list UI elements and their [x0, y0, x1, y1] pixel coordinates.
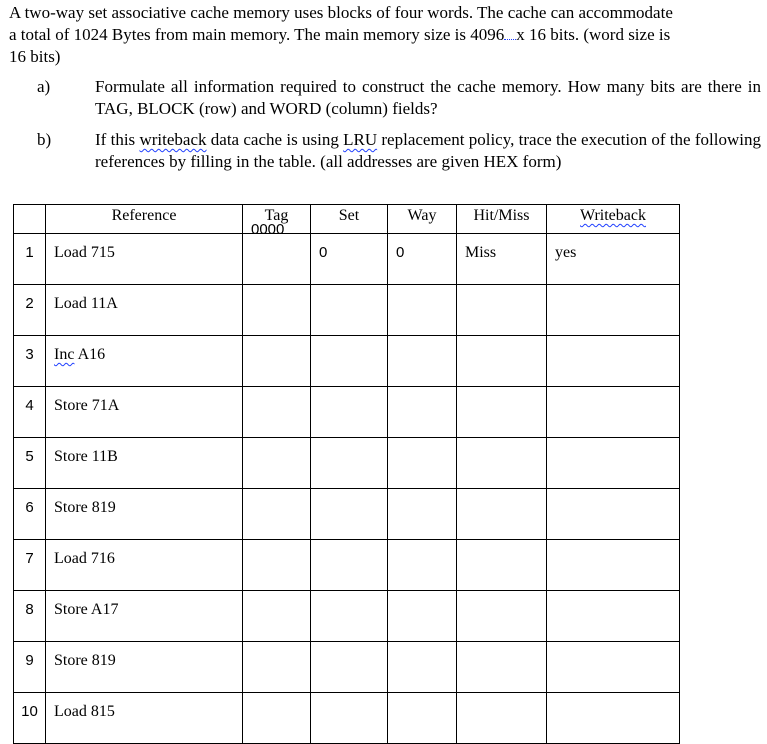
row-set[interactable]	[311, 285, 388, 336]
tag-value: 0000	[251, 221, 285, 238]
row-writeback[interactable]: yes	[547, 234, 680, 285]
row-number: 6	[14, 489, 46, 540]
row-reference: Store 11B	[46, 438, 243, 489]
row-number: 10	[14, 693, 46, 744]
row-hitmiss[interactable]: Miss	[457, 234, 547, 285]
intro-line-3: 16 bits)	[9, 47, 61, 66]
spellcheck-word: LRU	[343, 130, 378, 149]
row-tag[interactable]	[243, 438, 311, 489]
row-reference-addr: A16	[77, 346, 106, 363]
row-writeback[interactable]	[547, 540, 680, 591]
row-reference: Load 815	[46, 693, 243, 744]
row-way[interactable]	[388, 387, 457, 438]
question-a-label: a)	[37, 77, 51, 96]
table-row	[14, 642, 680, 693]
row-set[interactable]	[311, 642, 388, 693]
row-hitmiss[interactable]	[457, 693, 547, 744]
row-number: 1	[14, 234, 46, 285]
row-number: 3	[14, 336, 46, 387]
row-way[interactable]	[388, 540, 457, 591]
intro-line-2-start: a total of 1024 Bytes from main memory. The main memory size is 4096	[9, 25, 505, 44]
row-set[interactable]: 0	[311, 234, 388, 285]
table-header-row	[14, 205, 680, 234]
row-tag[interactable]	[243, 540, 311, 591]
spacing-mark	[504, 25, 516, 40]
question-b-text-part: replacement policy, trace the execution of the following references by filling in the table. (all addresses are given HEX form)	[95, 130, 761, 171]
row-reference: Load 11A	[46, 285, 243, 336]
row-reference: Store A17	[46, 591, 243, 642]
table-row	[14, 234, 680, 285]
row-reference: Store 71A	[46, 387, 243, 438]
row-way[interactable]	[388, 642, 457, 693]
row-hitmiss[interactable]	[457, 591, 547, 642]
row-writeback[interactable]	[547, 693, 680, 744]
question-a-text: Formulate all information required to construct the cache memory. How many bits are there in TAG, BLOCK (row) and WORD (column) fields?	[95, 77, 761, 118]
table-row	[14, 387, 680, 438]
row-tag[interactable]	[243, 336, 311, 387]
row-reference: Load 716	[46, 540, 243, 591]
row-tag[interactable]	[243, 285, 311, 336]
row-hitmiss[interactable]	[457, 285, 547, 336]
table-row	[14, 336, 680, 387]
header-writeback-label: Writeback	[580, 207, 646, 224]
row-hitmiss[interactable]	[457, 540, 547, 591]
row-tag[interactable]	[243, 489, 311, 540]
row-way[interactable]	[388, 489, 457, 540]
table-row	[14, 693, 680, 744]
row-set[interactable]	[311, 540, 388, 591]
row-tag[interactable]	[243, 387, 311, 438]
row-way[interactable]	[388, 285, 457, 336]
trace-table	[13, 204, 680, 744]
question-b-text-part: If this	[95, 130, 140, 149]
question-b-label: b)	[37, 130, 52, 149]
row-way[interactable]	[388, 693, 457, 744]
row-way[interactable]	[388, 336, 457, 387]
table-row	[14, 489, 680, 540]
row-writeback[interactable]	[547, 285, 680, 336]
question-b-text	[95, 129, 761, 173]
row-tag[interactable]	[243, 591, 311, 642]
intro-line-2-end: x 16 bits. (word size is	[516, 25, 671, 44]
row-tag[interactable]	[243, 693, 311, 744]
row-hitmiss[interactable]	[457, 438, 547, 489]
row-number: 9	[14, 642, 46, 693]
row-reference: Load 715	[46, 234, 243, 285]
header-writeback	[547, 205, 680, 234]
row-writeback[interactable]	[547, 336, 680, 387]
row-hitmiss[interactable]	[457, 387, 547, 438]
row-set[interactable]	[311, 489, 388, 540]
row-number: 4	[14, 387, 46, 438]
spellcheck-word: writeback	[139, 130, 207, 149]
row-set[interactable]	[311, 438, 388, 489]
row-set[interactable]	[311, 387, 388, 438]
header-tag-label: Tag	[264, 207, 289, 224]
row-hitmiss[interactable]	[457, 336, 547, 387]
question-b-text-part: data cache is using	[206, 130, 344, 149]
header-way: Way	[388, 205, 457, 234]
header-hitmiss: Hit/Miss	[457, 205, 547, 234]
row-tag[interactable]	[243, 642, 311, 693]
table-row	[14, 591, 680, 642]
row-number: 7	[14, 540, 46, 591]
row-number: 2	[14, 285, 46, 336]
row-hitmiss[interactable]	[457, 489, 547, 540]
row-writeback[interactable]	[547, 642, 680, 693]
row-writeback[interactable]	[547, 591, 680, 642]
row-number: 8	[14, 591, 46, 642]
row-set[interactable]	[311, 591, 388, 642]
row-way[interactable]	[388, 591, 457, 642]
header-num	[14, 205, 46, 234]
row-reference-op: Inc	[54, 346, 75, 363]
row-hitmiss[interactable]	[457, 642, 547, 693]
row-number: 5	[14, 438, 46, 489]
row-tag[interactable]	[243, 221, 311, 285]
table-row	[14, 285, 680, 336]
row-writeback[interactable]	[547, 489, 680, 540]
row-writeback[interactable]	[547, 438, 680, 489]
row-writeback[interactable]	[547, 387, 680, 438]
header-set: Set	[311, 205, 388, 234]
row-way[interactable]: 0	[388, 234, 457, 285]
row-reference: Store 819	[46, 489, 243, 540]
intro-line-1: A two-way set associative cache memory uses blocks of four words. The cache can accommodate	[9, 3, 673, 22]
table-row	[14, 540, 680, 591]
table-row	[14, 438, 680, 489]
problem-statement	[9, 2, 763, 68]
row-reference	[46, 336, 243, 387]
header-reference: Reference	[46, 205, 243, 234]
row-set[interactable]	[311, 336, 388, 387]
row-way[interactable]	[388, 438, 457, 489]
row-set[interactable]	[311, 693, 388, 744]
row-reference: Store 819	[46, 642, 243, 693]
